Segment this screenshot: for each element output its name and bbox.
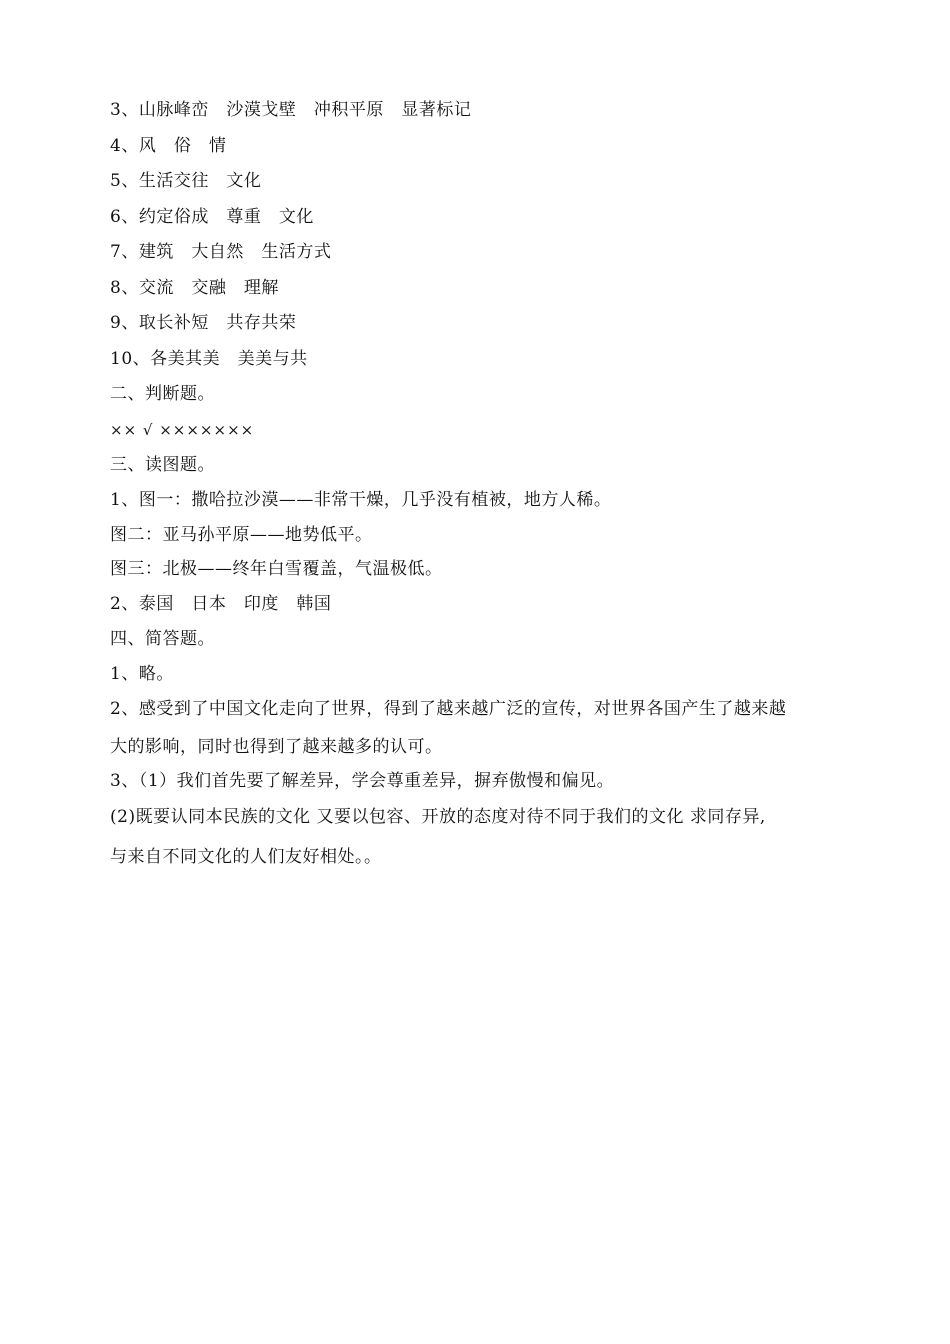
section-heading-short-answer: 四、简答题。 bbox=[110, 629, 215, 649]
short-answer-1: 1、略。 bbox=[110, 664, 174, 684]
answer-line-fill-7: 7、建筑 大自然 生活方式 bbox=[110, 242, 332, 262]
short-answer-3-part-1: 3、（1）我们首先要了解差异，学会尊重差异，摒弃傲慢和偏见。 bbox=[110, 771, 615, 791]
section-heading-judgement: 二、判断题。 bbox=[110, 384, 215, 404]
judgement-answers: ×× √ ××××××× bbox=[110, 421, 255, 439]
answer-line-fill-10: 10、各美其美 美美与共 bbox=[110, 349, 308, 369]
map-answer-figure-2: 图二：亚马孙平原——地势低平。 bbox=[110, 525, 373, 545]
short-answer-3-part-2-line-1: (2)既要认同本民族的文化 又要以包容、开放的态度对待不同于我们的文化 求同存异, bbox=[110, 807, 766, 827]
map-answer-figure-3: 图三：北极——终年白雪覆盖，气温极低。 bbox=[110, 559, 443, 579]
short-answer-2-line-1: 2、感受到了中国文化走向了世界，得到了越来越广泛的宣传，对世界各国产生了越来越 bbox=[110, 699, 787, 719]
answer-line-fill-6: 6、约定俗成 尊重 文化 bbox=[110, 207, 314, 227]
answer-line-fill-5: 5、生活交往 文化 bbox=[110, 171, 262, 191]
section-heading-map-reading: 三、读图题。 bbox=[110, 455, 215, 475]
answer-line-fill-4: 4、风 俗 情 bbox=[110, 136, 227, 156]
map-answer-2: 2、泰国 日本 印度 韩国 bbox=[110, 594, 332, 614]
answer-line-fill-3: 3、山脉峰峦 沙漠戈壁 冲积平原 显著标记 bbox=[110, 100, 472, 120]
short-answer-3-part-2-line-2: 与来自不同文化的人们友好相处。。 bbox=[110, 847, 382, 867]
answer-line-fill-8: 8、交流 交融 理解 bbox=[110, 278, 279, 298]
map-answer-1: 1、图一：撒哈拉沙漠——非常干燥，几乎没有植被，地方人稀。 bbox=[110, 490, 612, 510]
short-answer-2-line-2: 大的影响，同时也得到了越来越多的认可。 bbox=[110, 737, 443, 757]
answer-line-fill-9: 9、取长补短 共存共荣 bbox=[110, 313, 297, 333]
